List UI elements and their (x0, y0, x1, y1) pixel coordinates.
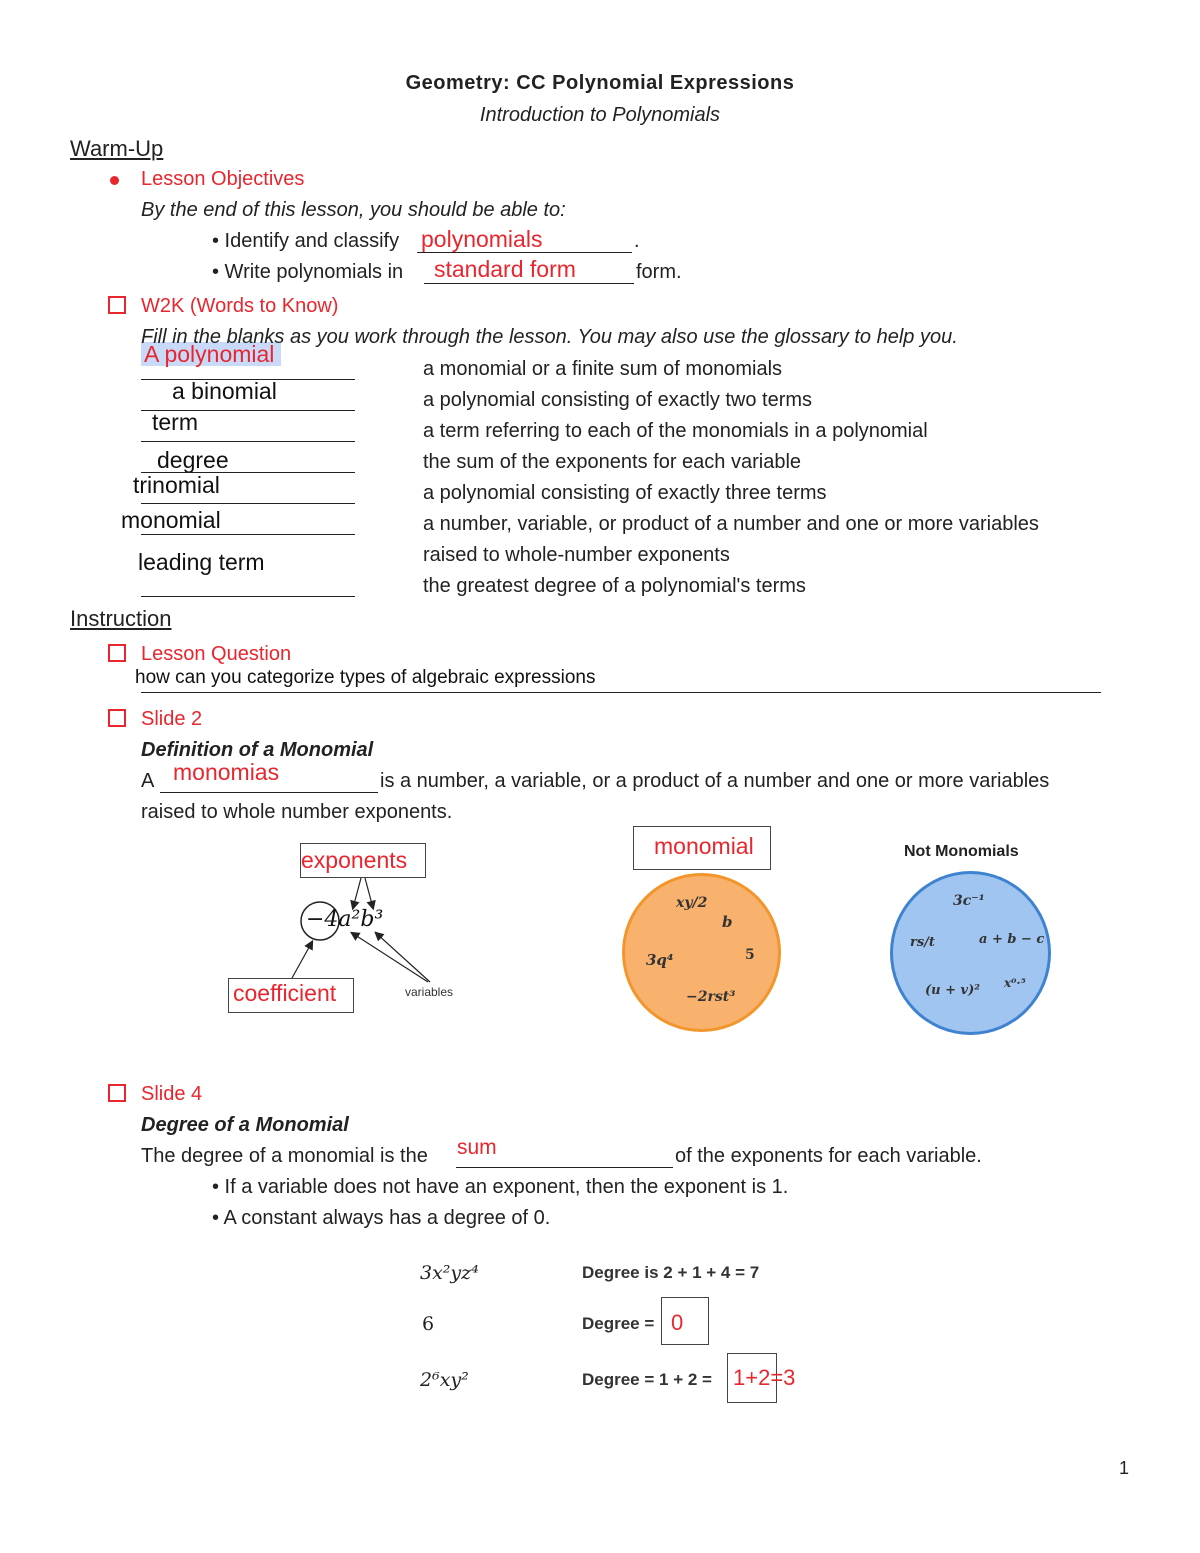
term-answer: term (152, 409, 198, 435)
slide4-suffix: of the exponents for each variable. (675, 1145, 982, 1167)
degree-example-text: Degree is 2 + 1 + 4 = 7 (582, 1263, 760, 1282)
degree-example-expr: 6 (422, 1313, 435, 1335)
slide4-bullet-1: • If a variable does not have an exponent, then the exponent is 1. (212, 1176, 789, 1198)
not-monomials-title: Not Monomials (904, 843, 1019, 860)
blank-line (160, 792, 378, 793)
term-definition: raised to whole-number exponents (423, 544, 730, 566)
degree-example-text: Degree = 1 + 2 = (582, 1370, 712, 1389)
objective-2-answer: standard form (434, 256, 576, 282)
blank-line (141, 441, 355, 442)
monomial-example: b (722, 913, 733, 931)
monomial-example: 3q⁴ (646, 951, 674, 969)
term-definition: the greatest degree of a polynomial's terms (423, 575, 806, 597)
term-definition: a polynomial consisting of exactly two terms (423, 389, 813, 411)
slide4-label: Slide 4 (141, 1083, 203, 1105)
slide2-prefix: A (141, 770, 155, 792)
monomial-expression: −4a²b³ (306, 907, 384, 932)
not-monomial-example: (u + v)² (925, 983, 980, 998)
bullet-dot-icon (110, 176, 119, 185)
term-answer: leading term (138, 549, 265, 575)
slide2-heading: Definition of a Monomial (141, 739, 374, 761)
warmup-heading: Warm-Up (70, 136, 164, 161)
term-definition: a monomial or a finite sum of monomials (423, 358, 783, 380)
objective-1-prefix: • Identify and classify (212, 230, 400, 252)
slide4-answer: sum (457, 1136, 497, 1159)
objectives-intro: By the end of this lesson, you should be able to: (141, 199, 566, 221)
not-monomial-example: a + b − c (979, 932, 1045, 947)
degree-example-expr: 3x²yz⁴ (420, 1262, 479, 1284)
term-definition: a term referring to each of the monomials in a polynomial (423, 420, 928, 442)
term-answer: degree (157, 447, 229, 473)
term-answer: trinomial (133, 472, 220, 498)
blank-line (141, 596, 355, 597)
checkbox-icon[interactable] (108, 1084, 126, 1102)
page-number: 1 (1119, 1458, 1130, 1478)
answer-box (661, 1297, 709, 1345)
slide2-answer: monomias (173, 759, 280, 785)
not-monomial-example: x⁰·⁵ (1004, 976, 1026, 990)
degree-answer: 0 (671, 1310, 684, 1335)
checkbox-icon[interactable] (108, 709, 126, 727)
variables-label: variables (405, 985, 454, 999)
blank-line (141, 534, 355, 535)
not-monomial-example: 3c⁻¹ (953, 893, 985, 909)
objective-1-answer: polynomials (421, 226, 543, 252)
objective-2-suffix: form. (636, 261, 682, 283)
page-title: Geometry: CC Polynomial Expressions (405, 72, 795, 94)
term-answer: A polynomial (144, 341, 275, 367)
degree-example-text: Degree = (582, 1314, 655, 1333)
w2k-label: W2K (Words to Know) (141, 295, 339, 317)
slide4-bullet-2: • A constant always has a degree of 0. (212, 1207, 551, 1229)
blank-line (141, 503, 355, 504)
degree-example-expr: 2⁶xy² (420, 1369, 469, 1391)
lesson-question-label: Lesson Question (141, 643, 292, 665)
monomial-example: xy/2 (676, 895, 708, 911)
slide2-line2: raised to whole number exponents. (141, 801, 453, 823)
w2k-instructions: Fill in the blanks as you work through the lesson. You may also use the glossary to help you. (141, 326, 958, 348)
lesson-objectives-label: Lesson Objectives (141, 168, 305, 190)
objective-2-prefix: • Write polynomials in (212, 261, 404, 283)
checkbox-icon[interactable] (108, 644, 126, 662)
page-subtitle: Introduction to Polynomials (479, 104, 721, 126)
monomial-example: −2rst³ (686, 989, 736, 1005)
instruction-heading: Instruction (70, 606, 172, 631)
monomial-example: 5 (745, 947, 755, 963)
blank-line (456, 1167, 673, 1168)
slide2-label: Slide 2 (141, 708, 203, 730)
term-definition: a number, variable, or product of a number and one or more variables (423, 513, 1039, 535)
monomial-box-label: monomial (654, 833, 754, 859)
lesson-question-answer: how can you categorize types of algebraic expressions (135, 667, 596, 688)
exponents-label: exponents (301, 847, 408, 873)
blank-line (141, 692, 1101, 693)
term-answer: monomial (121, 507, 221, 533)
term-definition: a polynomial consisting of exactly three terms (423, 482, 827, 504)
not-monomial-example: rs/t (910, 935, 935, 950)
term-definition: the sum of the exponents for each variable (423, 451, 802, 473)
checkbox-icon[interactable] (108, 296, 126, 314)
objective-1-suffix: . (634, 230, 640, 252)
slide4-prefix: The degree of a monomial is the (141, 1145, 428, 1167)
coefficient-label: coefficient (233, 980, 337, 1006)
slide2-suffix: is a number, a variable, or a product of a number and one or more variables (380, 770, 1050, 792)
blank-line (424, 283, 634, 284)
slide4-heading: Degree of a Monomial (141, 1114, 349, 1136)
degree-answer: 1+2=3 (733, 1365, 796, 1390)
term-answer: a binomial (172, 378, 277, 404)
